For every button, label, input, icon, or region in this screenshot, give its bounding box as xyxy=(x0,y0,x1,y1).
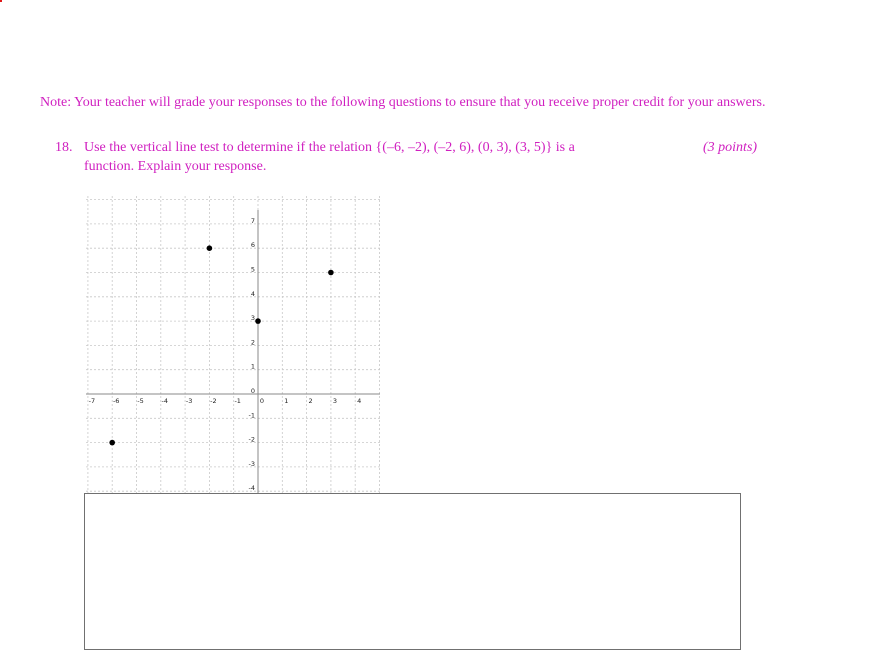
x-tick-label: 4 xyxy=(357,397,362,405)
y-tick-label: 5 xyxy=(250,265,255,274)
y-tick-label: -4 xyxy=(248,484,255,493)
data-point xyxy=(207,245,213,251)
question-points: (3 points) xyxy=(703,140,758,155)
y-tick-label: 6 xyxy=(250,241,255,250)
x-tick-label: 3 xyxy=(332,397,337,405)
y-tick-label: -1 xyxy=(248,411,255,420)
x-tick-label: 1 xyxy=(284,397,289,405)
answer-box[interactable] xyxy=(84,493,741,650)
x-tick-label: -7 xyxy=(88,397,96,405)
grading-note: Note: Your teacher will grade your responses to the following questions to ensure that you receive proper credit for your answers. xyxy=(40,95,766,110)
x-tick-label: -2 xyxy=(210,397,217,405)
question-text-line2: function. Explain your response. xyxy=(84,159,267,174)
corner-mark xyxy=(0,0,2,2)
x-tick-label: -5 xyxy=(137,397,144,405)
x-tick-label: 0 xyxy=(259,397,265,405)
data-point xyxy=(109,440,115,446)
y-tick-label: 4 xyxy=(250,289,255,298)
question-text-line1: Use the vertical line test to determine if the relation {(–6, –2), (–2, 6), (0, 3), (3, 5)} is a xyxy=(84,140,575,155)
x-tick-label: -1 xyxy=(234,397,241,405)
y-tick-label: 2 xyxy=(250,338,255,347)
graph-axes xyxy=(86,210,380,493)
graph-tick-labels xyxy=(89,217,362,492)
x-tick-label: -3 xyxy=(185,397,193,405)
question-number: 18. xyxy=(55,140,73,155)
x-tick-label: -4 xyxy=(161,397,169,405)
y-tick-label: 7 xyxy=(250,216,255,225)
data-point xyxy=(255,318,261,324)
y-tick-label: 0 xyxy=(250,387,255,395)
y-tick-label: 1 xyxy=(250,362,255,371)
y-tick-label: 3 xyxy=(250,314,255,323)
question-text xyxy=(84,138,664,176)
data-point xyxy=(328,270,334,276)
coordinate-graph xyxy=(86,196,380,493)
x-tick-label: -6 xyxy=(112,397,120,405)
x-tick-label: 2 xyxy=(308,397,313,405)
graph-grid xyxy=(86,196,380,493)
y-tick-label: -2 xyxy=(248,435,255,444)
y-tick-label: -3 xyxy=(248,459,255,468)
